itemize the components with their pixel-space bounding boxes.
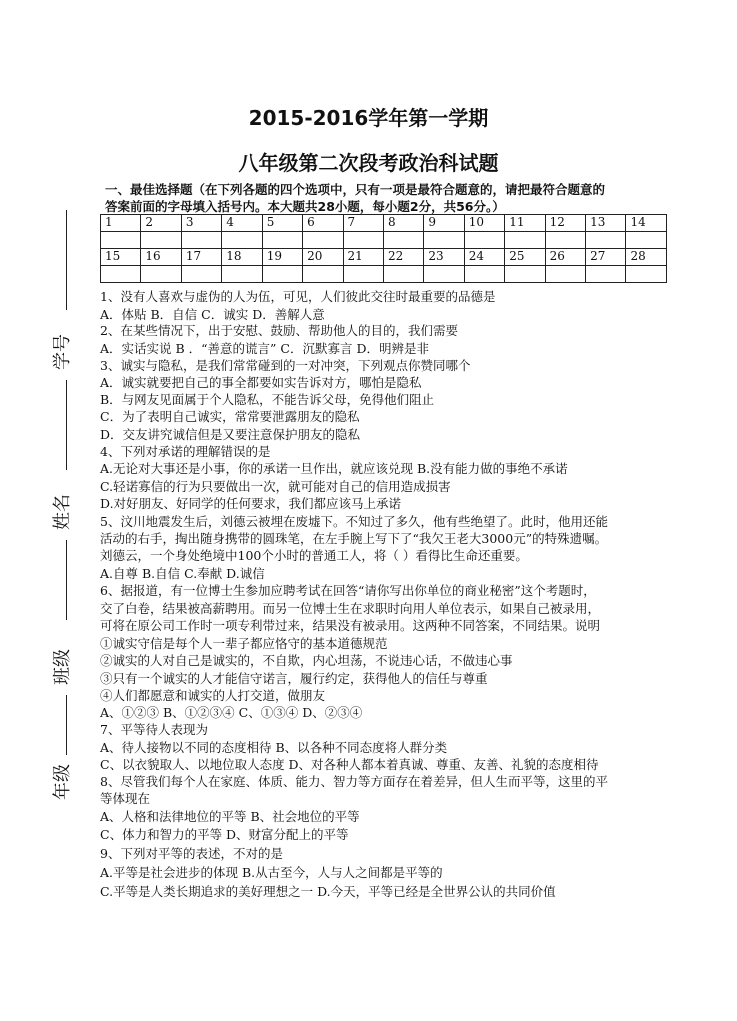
question-text: 5、汶川地震发生后，刘德云被埋在废墟下。不知过了多久，他有些绝望了。此时，他用还能 <box>100 514 608 529</box>
question-option: A．诚实就要把自己的事全都要如实告诉对方，哪怕是隐私 <box>100 375 422 390</box>
answer-cell[interactable] <box>626 232 667 249</box>
class-label: 班级 <box>52 649 73 685</box>
question-text: 7、平等待人表现为 <box>100 722 208 737</box>
grid-number: 27 <box>586 249 626 266</box>
question-text: 刘德云，一个身处绝境中100个小时的普通工人，将（ ）看得比生命还重要。 <box>100 548 528 563</box>
answer-blank-row <box>101 266 667 283</box>
margin-line <box>66 210 67 310</box>
grid-number: 2 <box>141 215 181 232</box>
grid-number: 21 <box>343 249 383 266</box>
answer-cell[interactable] <box>424 266 464 283</box>
grid-number: 23 <box>424 249 464 266</box>
answer-cell[interactable] <box>222 266 262 283</box>
grid-number: 17 <box>181 249 221 266</box>
answer-cell[interactable] <box>505 232 545 249</box>
student-id-line[interactable] <box>66 380 67 470</box>
answer-cell[interactable] <box>383 232 423 249</box>
question-statement: ①诚实守信是每个人一辈子都应恪守的基本道德规范 <box>100 636 388 651</box>
grid-number: 6 <box>303 215 343 232</box>
grid-number: 4 <box>222 215 262 232</box>
exam-title: 八年级第二次段考政治科试题 <box>238 151 499 175</box>
question-options: A、人格和法律地位的平等 B、社会地位的平等 <box>100 809 360 824</box>
answer-blank-row <box>101 232 667 249</box>
question-text: 2、在某些情况下，出于安慰、鼓励、帮助他人的目的，我们需要 <box>100 323 458 338</box>
question-options: A．实话实说 B ．“善意的谎言” C．沉默寡言 D．明辨是非 <box>100 341 429 356</box>
answer-cell[interactable] <box>181 232 221 249</box>
answer-cell[interactable] <box>464 232 504 249</box>
grid-number: 12 <box>545 215 585 232</box>
section-instructions <box>105 181 685 215</box>
section-line-1: 一、最佳选择题（在下列各题的四个选项中，只有一项是最符合题意的，请把最符合题意的 <box>105 182 606 197</box>
question-options: A、待人接物以不同的态度相待 B、以各种不同态度将人群分类 <box>100 740 448 755</box>
answer-cell[interactable] <box>343 232 383 249</box>
question-option: A.无论对大事还是小事，你的承诺一旦作出，就应该兑现 B.没有能力做的事绝不承诺 <box>100 461 568 476</box>
answer-cell[interactable] <box>505 266 545 283</box>
question-text: 6、据报道，有一位博士生参加应聘考试在回答“请你写出你单位的商业秘密”这个考题时， <box>100 583 596 598</box>
answer-cell[interactable] <box>303 266 343 283</box>
question-text: 活动的右手，掏出随身携带的圆珠笔，在左手腕上写下了“我欠王老大3000元”的特殊遗嘱。 <box>100 531 608 546</box>
answer-cell[interactable] <box>262 232 302 249</box>
grid-number: 13 <box>586 215 626 232</box>
question-text: 3、诚实与隐私，是我们常常碰到的一对冲突，下列观点你赞同哪个 <box>100 358 471 373</box>
grid-number: 18 <box>222 249 262 266</box>
grid-number: 20 <box>303 249 343 266</box>
question-options: A、①②③ B、①②③④ C、①③④ D、②③④ <box>100 705 363 720</box>
name-label: 姓名 <box>52 494 73 530</box>
grid-number: 28 <box>626 249 667 266</box>
grade-label: 年级 <box>52 764 73 800</box>
question-options: A.平等是社会进步的体现 B.从古至今，人与人之间都是平等的 <box>100 865 443 880</box>
answer-cell[interactable] <box>383 266 423 283</box>
question-text: 1、没有人喜欢与虚伪的人为伍，可见，人们彼此交往时最重要的品德是 <box>100 289 496 304</box>
grid-number: 10 <box>464 215 504 232</box>
answer-cell[interactable] <box>545 232 585 249</box>
question-statement: ②诚实的人对自己是诚实的，不自欺，内心坦荡，不说违心话，不做违心事 <box>100 653 513 668</box>
exam-term-title: 2015-2016学年第一学期 <box>248 106 489 130</box>
grid-number: 9 <box>424 215 464 232</box>
question-text: 9、下列对平等的表述，不对的是 <box>100 846 283 861</box>
section-line-2: 答案前面的字母填入括号内。本大题共28小题，每小题2分，共56分。） <box>105 199 505 214</box>
answer-cell[interactable] <box>222 232 262 249</box>
student-id-label: 学号 <box>52 334 73 370</box>
answer-cell[interactable] <box>101 266 141 283</box>
grid-number: 15 <box>101 249 141 266</box>
answer-cell[interactable] <box>141 266 181 283</box>
question-text: 等体现在 <box>100 791 151 806</box>
question-options: C、以衣貌取人、以地位取人态度 D、对各种人都本着真诚、尊重、友善、礼貌的态度相待 <box>100 757 599 772</box>
answer-cell[interactable] <box>343 266 383 283</box>
answer-cell[interactable] <box>464 266 504 283</box>
question-text: 交了白卷，结果被高薪聘用。而另一位博士生在求职时向用人单位表示，如果自己被录用， <box>100 601 601 616</box>
question-options: C、体力和智力的平等 D、财富分配上的平等 <box>100 827 349 842</box>
grid-number: 25 <box>505 249 545 266</box>
answer-cell[interactable] <box>101 232 141 249</box>
grid-number: 19 <box>262 249 302 266</box>
answer-cell[interactable] <box>262 266 302 283</box>
answer-cell[interactable] <box>303 232 343 249</box>
grid-number: 7 <box>343 215 383 232</box>
grid-number: 24 <box>464 249 504 266</box>
class-line[interactable] <box>66 695 67 755</box>
grid-number: 5 <box>262 215 302 232</box>
question-options: A.自尊 B.自信 C.奉献 D.诚信 <box>100 566 265 581</box>
answer-grid <box>100 214 667 283</box>
grid-number: 16 <box>141 249 181 266</box>
answer-cell[interactable] <box>626 266 667 283</box>
question-option: C.轻诺寡信的行为只要做出一次，就可能对自己的信用造成损害 <box>100 479 451 494</box>
answer-number-row <box>101 249 667 266</box>
answer-cell[interactable] <box>141 232 181 249</box>
question-text: 8、尽管我们每个人在家庭、体质、能力、智力等方面存在着差异，但人生而平等，这里的平 <box>100 774 608 789</box>
grid-number: 1 <box>101 215 141 232</box>
question-option: D.对好朋友、好同学的任何要求，我们都应该马上承诺 <box>100 496 402 511</box>
grid-number: 26 <box>545 249 585 266</box>
grid-number: 8 <box>383 215 423 232</box>
answer-cell[interactable] <box>586 232 626 249</box>
question-option: D．交友讲究诚信但是又要注意保护朋友的隐私 <box>100 427 361 442</box>
question-options: C.平等是人类长期追求的美好理想之一 D.今天，平等已经是全世界公认的共同价值 <box>100 884 556 899</box>
question-option: B．与网友见面属于个人隐私，不能告诉父母，免得他们阻止 <box>100 392 435 407</box>
answer-cell[interactable] <box>424 232 464 249</box>
question-statement: ④人们都愿意和诚实的人打交道，做朋友 <box>100 688 326 703</box>
question-text: 可将在原公司工作时一项专利带过来，结果没有被录用。这两种不同答案，不同结果。说明 <box>100 618 601 633</box>
grid-number: 22 <box>383 249 423 266</box>
answer-cell[interactable] <box>545 266 585 283</box>
question-statement: ③只有一个诚实的人才能信守诺言，履行约定，获得他人的信任与尊重 <box>100 671 488 686</box>
question-text: 4、下列对承诺的理解错误的是 <box>100 444 271 459</box>
question-option: C．为了表明自己诚实，常常要泄露朋友的隐私 <box>100 409 360 424</box>
grid-number: 11 <box>505 215 545 232</box>
answer-number-row <box>101 215 667 232</box>
grid-number: 3 <box>181 215 221 232</box>
name-line[interactable] <box>66 540 67 620</box>
answer-cell[interactable] <box>181 266 221 283</box>
question-options: A．体贴 B．自信 C．诚实 D．善解人意 <box>100 307 325 322</box>
answer-cell[interactable] <box>586 266 626 283</box>
grid-number: 14 <box>626 215 667 232</box>
